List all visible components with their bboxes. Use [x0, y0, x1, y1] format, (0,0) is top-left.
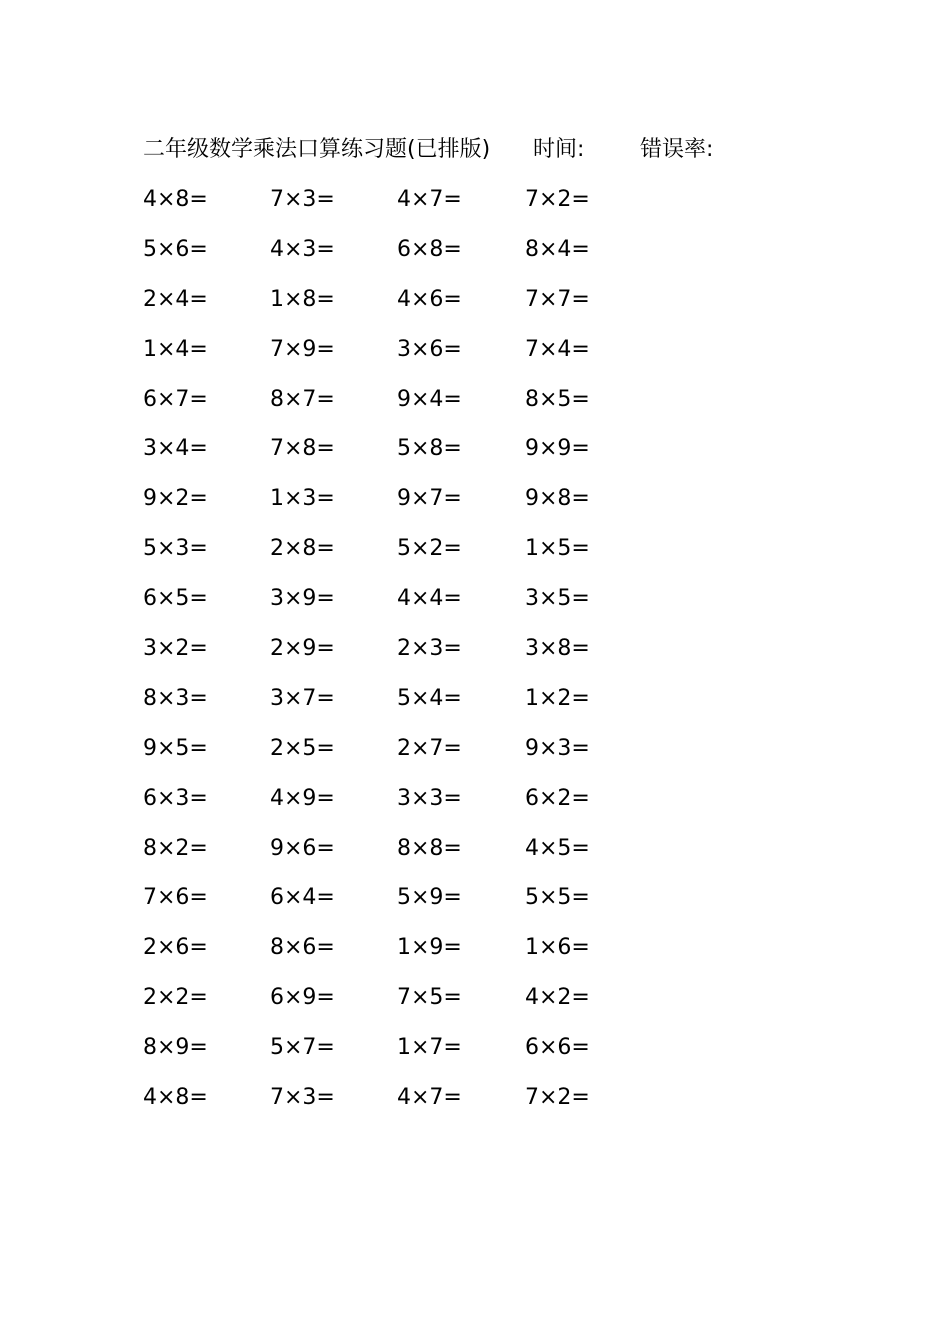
problem-item: 8×7= — [270, 386, 335, 412]
problem-item: 5×3= — [143, 536, 208, 562]
problem-item: 6×7= — [143, 386, 208, 412]
problem-item: 2×7= — [397, 735, 462, 761]
problem-item: 1×7= — [397, 1035, 462, 1061]
problem-row — [143, 930, 663, 980]
problem-item: 9×7= — [397, 486, 462, 512]
problem-item: 9×9= — [525, 436, 590, 462]
problem-row — [143, 980, 663, 1030]
time-label: 时间: — [533, 137, 585, 162]
problem-row — [143, 431, 663, 481]
problem-item: 3×8= — [525, 636, 590, 662]
worksheet-title: 二年级数学乘法口算练习题(已排版) — [143, 137, 491, 162]
problem-item: 6×3= — [143, 785, 208, 811]
problem-item: 6×5= — [143, 586, 208, 612]
problem-item: 5×7= — [270, 1035, 335, 1061]
problem-item: 5×9= — [397, 885, 462, 911]
problem-item: 5×5= — [525, 885, 590, 911]
worksheet-header — [143, 132, 843, 168]
problem-item: 9×6= — [270, 835, 335, 861]
problem-item: 7×3= — [270, 187, 335, 212]
problem-item: 6×2= — [525, 785, 590, 811]
problem-row — [143, 282, 663, 332]
problem-item: 4×7= — [397, 1085, 462, 1111]
problem-item: 9×3= — [525, 735, 590, 761]
problem-item: 2×5= — [270, 735, 335, 761]
problem-row — [143, 831, 663, 881]
problem-item: 7×5= — [397, 985, 462, 1011]
problem-item: 9×2= — [143, 486, 208, 512]
problem-grid — [143, 182, 663, 1130]
problem-item: 2×6= — [143, 935, 208, 961]
problem-item: 1×9= — [397, 935, 462, 961]
problem-row — [143, 731, 663, 781]
problem-item: 4×3= — [270, 236, 335, 262]
problem-item: 1×3= — [270, 486, 335, 512]
problem-item: 1×5= — [525, 536, 590, 562]
problem-item: 8×6= — [270, 935, 335, 961]
problem-row — [143, 232, 663, 282]
problem-item: 1×8= — [270, 286, 335, 312]
problem-item: 7×4= — [525, 336, 590, 362]
problem-row — [143, 581, 663, 631]
problem-item: 8×4= — [525, 236, 590, 262]
problem-item: 6×4= — [270, 885, 335, 911]
problem-item: 4×8= — [143, 187, 208, 212]
problem-item: 7×9= — [270, 336, 335, 362]
problem-item: 4×4= — [397, 586, 462, 612]
problem-item: 7×3= — [270, 1085, 335, 1111]
problem-item: 8×2= — [143, 835, 208, 861]
problem-row — [143, 531, 663, 581]
problem-row — [143, 880, 663, 930]
problem-item: 7×7= — [525, 286, 590, 312]
problem-row — [143, 481, 663, 531]
problem-item: 3×3= — [397, 785, 462, 811]
problem-item: 8×8= — [397, 835, 462, 861]
problem-item: 2×9= — [270, 636, 335, 662]
problem-item: 8×5= — [525, 386, 590, 412]
problem-row — [143, 631, 663, 681]
problem-row — [143, 382, 663, 432]
problem-item: 1×6= — [525, 935, 590, 961]
problem-item: 3×2= — [143, 636, 208, 662]
problem-item: 6×8= — [397, 236, 462, 262]
problem-row — [143, 1030, 663, 1080]
problem-item: 5×8= — [397, 436, 462, 462]
problem-item: 2×3= — [397, 636, 462, 662]
problem-item: 1×4= — [143, 336, 208, 362]
problem-item: 4×2= — [525, 985, 590, 1011]
problem-item: 8×3= — [143, 685, 208, 711]
problem-item: 9×8= — [525, 486, 590, 512]
problem-item: 4×8= — [143, 1085, 208, 1111]
problem-row — [143, 681, 663, 731]
problem-item: 5×4= — [397, 685, 462, 711]
problem-item: 3×4= — [143, 436, 208, 462]
problem-item: 4×5= — [525, 835, 590, 861]
problem-row — [143, 182, 663, 232]
problem-item: 6×9= — [270, 985, 335, 1011]
problem-item: 7×8= — [270, 436, 335, 462]
problem-item: 3×7= — [270, 685, 335, 711]
problem-row — [143, 781, 663, 831]
problem-item: 4×9= — [270, 785, 335, 811]
problem-item: 9×4= — [397, 386, 462, 412]
problem-item: 3×9= — [270, 586, 335, 612]
problem-item: 7×2= — [525, 1085, 590, 1111]
problem-item: 2×8= — [270, 536, 335, 562]
problem-item: 1×2= — [525, 685, 590, 711]
problem-item: 3×6= — [397, 336, 462, 362]
problem-item: 6×6= — [525, 1035, 590, 1061]
problem-item: 3×5= — [525, 586, 590, 612]
problem-item: 2×2= — [143, 985, 208, 1011]
problem-item: 7×6= — [143, 885, 208, 911]
problem-item: 8×9= — [143, 1035, 208, 1061]
problem-item: 5×2= — [397, 536, 462, 562]
problem-item: 4×6= — [397, 286, 462, 312]
problem-item: 5×6= — [143, 236, 208, 262]
problem-item: 2×4= — [143, 286, 208, 312]
problem-row — [143, 332, 663, 382]
problem-row — [143, 1080, 663, 1130]
problem-item: 7×2= — [525, 187, 590, 212]
problem-item: 4×7= — [397, 187, 462, 212]
error-rate-label: 错误率: — [640, 137, 714, 162]
problem-item: 9×5= — [143, 735, 208, 761]
